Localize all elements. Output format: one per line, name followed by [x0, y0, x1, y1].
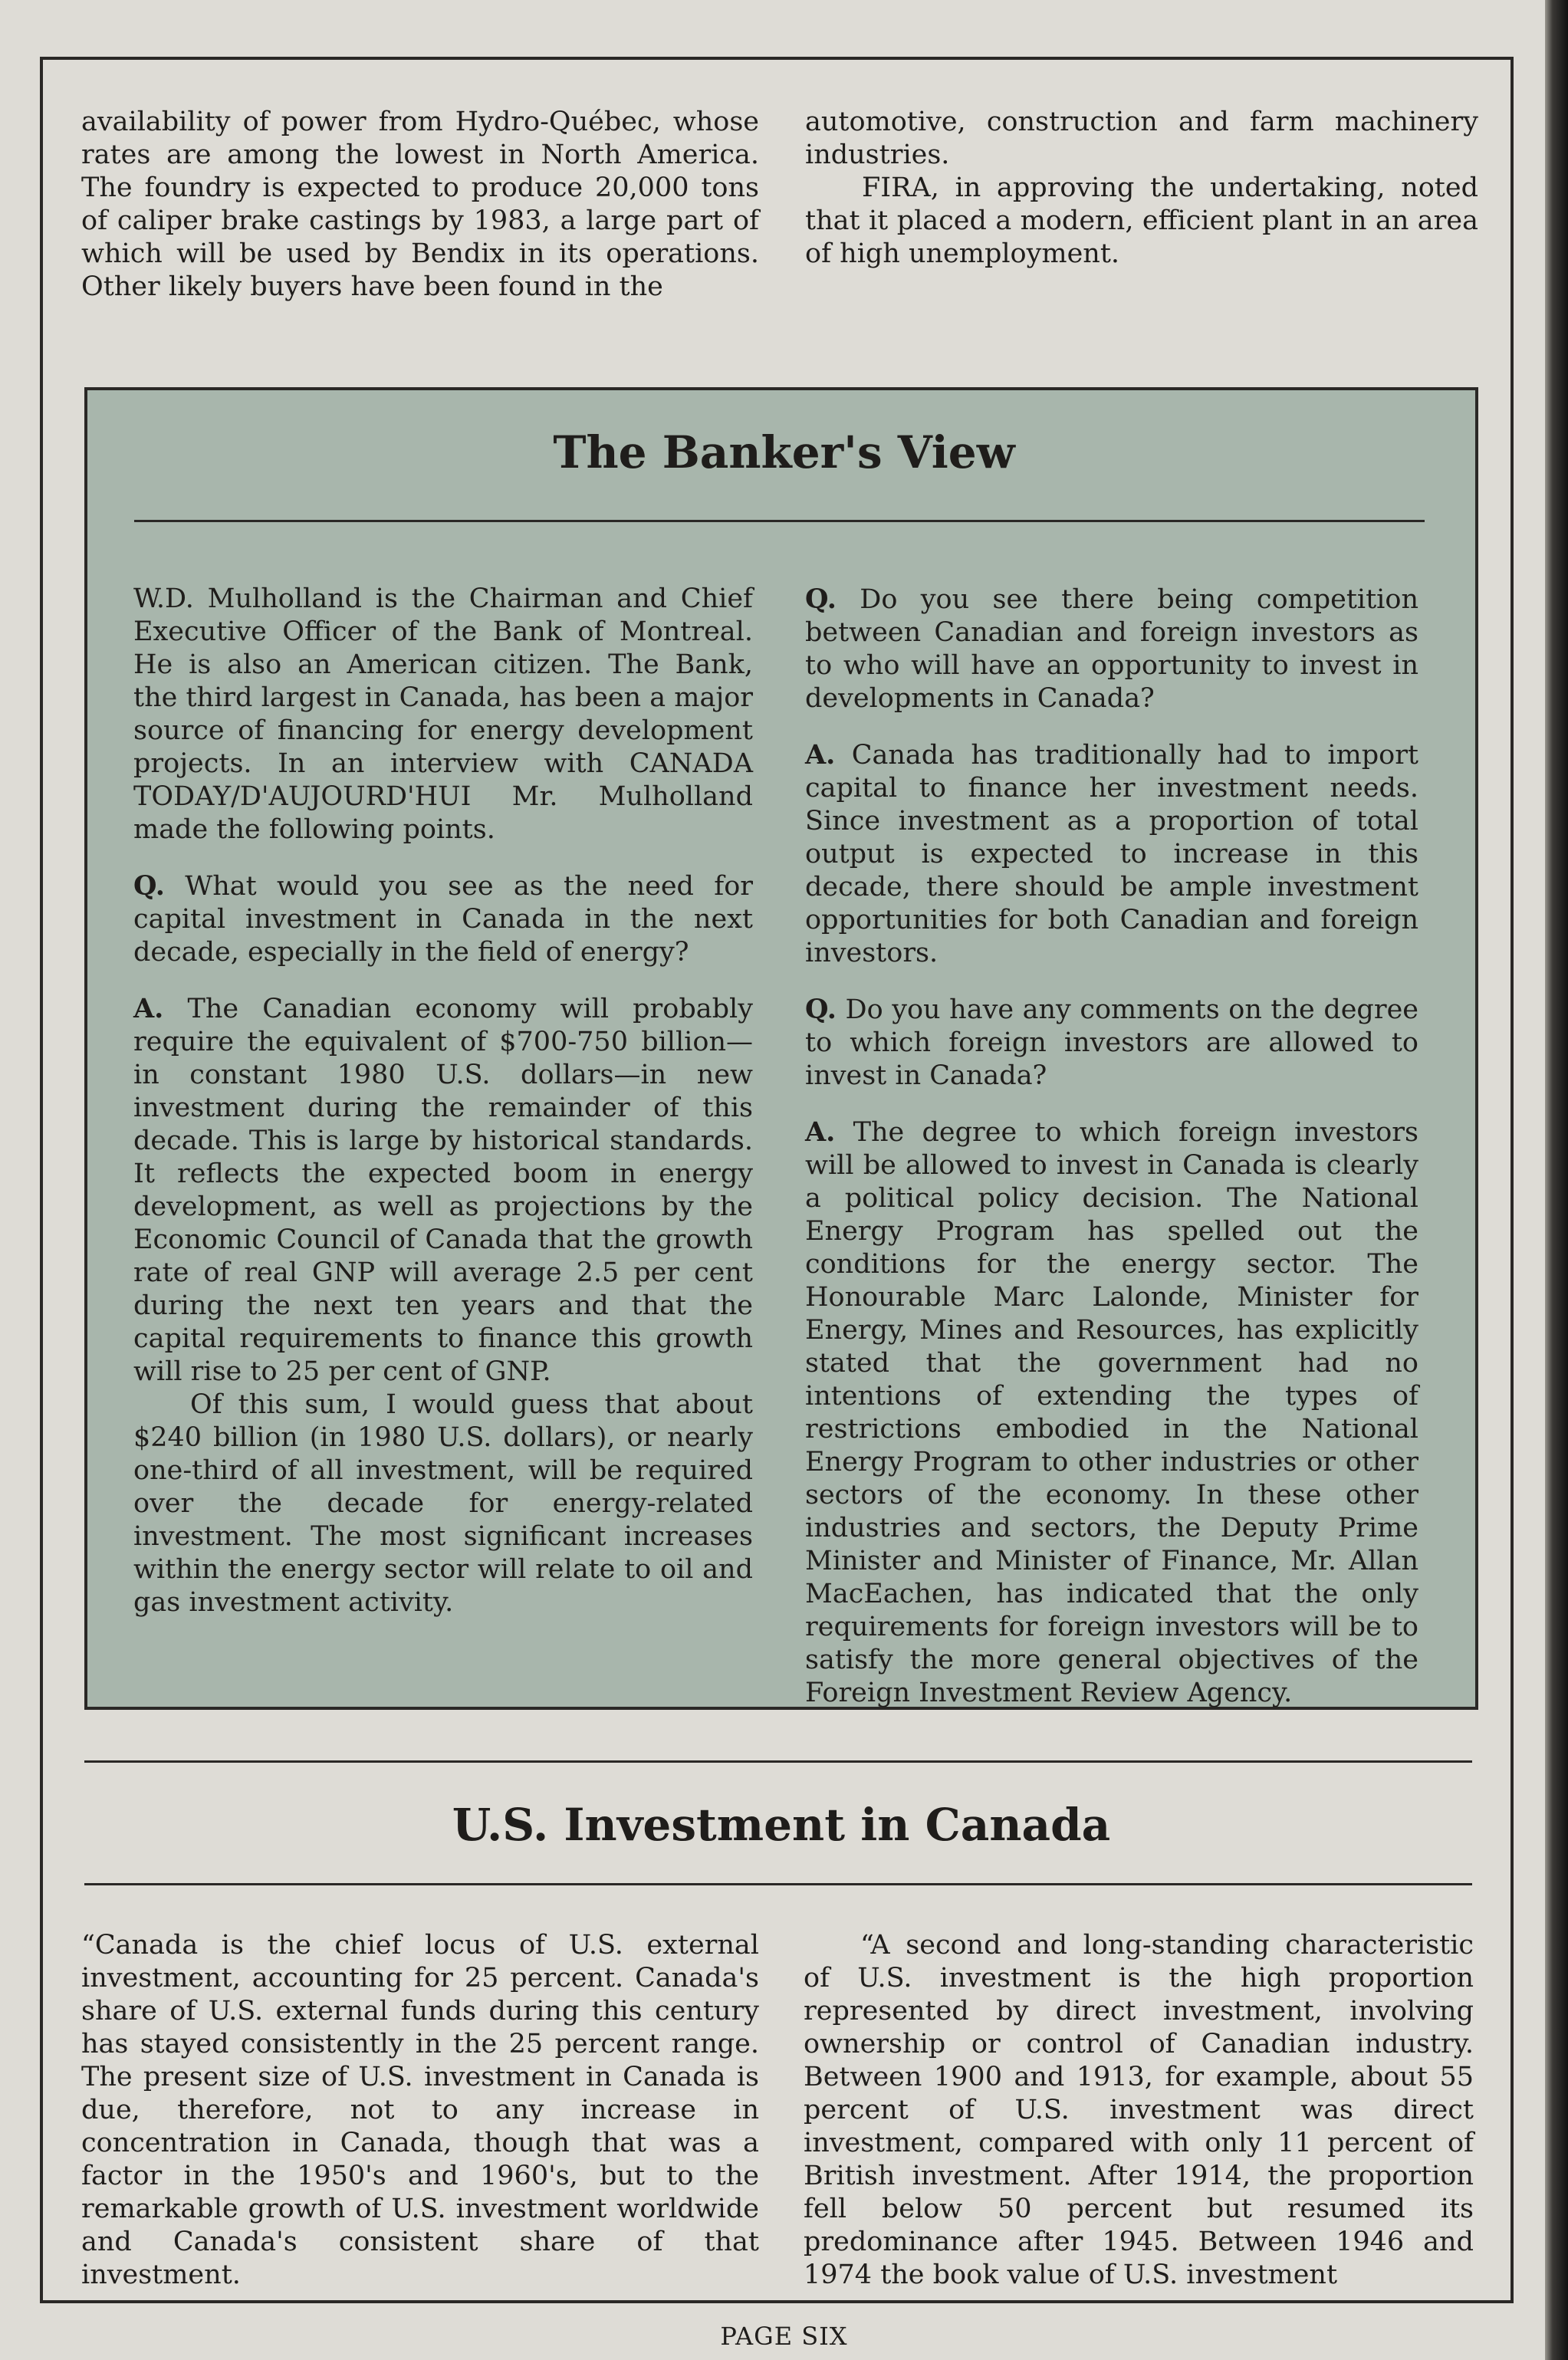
- answer-2-text: Canada has traditionally had to import capital to finance her investment needs. Since investment as a proportion of total output is expected to increase in this decade, there should be ample investment opportunities for both Canadian and foreign investors.: [805, 740, 1418, 968]
- section-rule-bottom: [84, 1883, 1472, 1885]
- a-label: A.: [805, 739, 836, 771]
- bankers-view-right-column: [805, 583, 1418, 1710]
- q-label: Q.: [805, 994, 837, 1025]
- us-investment-left-paragraph: “Canada is the chief locus of U.S. external investment, accounting for 25 percent. Canada's share of U.S. external funds during this century has stayed consistently in the 25 percent range. The present size of U.S. investment in Canada is due, therefore, not to any increase in concentration in Canada, though that was a factor in the 1950's and 1960's, but to the remarkable growth of U.S. investment worldwide and Canada's consistent share of that investment.: [81, 1930, 759, 2290]
- question-3-text: Do you have any comments on the degree to which foreign investors are allowed to invest in Canada?: [805, 994, 1418, 1091]
- us-investment-left-column: [81, 1929, 759, 2292]
- top-right-paragraph-2: FIRA, in approving the undertaking, noted that it placed a modern, efficient plant in an area of high unemployment.: [805, 173, 1478, 269]
- question-1-text: What would you see as the need for capital investment in Canada in the next decade, especially in the field of energy?: [133, 871, 753, 968]
- bankers-view-rule: [134, 520, 1425, 522]
- us-investment-right-column: [804, 1929, 1474, 2292]
- question-2-text: Do you see there being competition between Canadian and foreign investors as to who will have an opportunity to invest in developments in Canada?: [805, 584, 1418, 714]
- q-label: Q.: [805, 583, 837, 615]
- answer-2: [805, 738, 1418, 970]
- top-left-column: [81, 106, 759, 304]
- a-label: A.: [133, 993, 164, 1024]
- top-right-paragraph-1: automotive, construction and farm machinery industries.: [805, 107, 1478, 170]
- q-label: Q.: [133, 870, 165, 902]
- answer-1-continued: Of this sum, I would guess that about $240 billion (in 1980 U.S. dollars), or nearly one-third of all investment, will be required over the decade for energy-related investment. The most significant increases within the energy sector will relate to oil and gas investment activity.: [133, 1389, 753, 1618]
- bankers-view-intro: W.D. Mulholland is the Chairman and Chief Executive Officer of the Bank of Montreal. He is also an American citizen. The Bank, the third largest in Canada, has been a major source of financing for energy development projects. In an interview with CANADA TODAY/D'AUJOURD'HUI Mr. Mulholland made the following points.: [133, 583, 753, 845]
- bankers-view-title: The Banker's View: [553, 426, 1015, 478]
- answer-3-text: The degree to which foreign investors will be allowed to invest in Canada is clearly a political policy decision. The National Energy Program has spelled out the conditions for the energy sector. The Honourable Marc Lalonde, Minister for Energy, Mines and Resources, has explicitly stated that the government had no intentions of extending the types of restrictions embodied in the National Energy Program to other industries or other sectors of the economy. In these other industries and sectors, the Deputy Prime Minister and Minister of Finance, Mr. Allan MacEachen, has indicated that the only requirements for foreign investors will be to satisfy the more general objectives of the Foreign Investment Review Agency.: [805, 1117, 1418, 1708]
- question-2: [805, 583, 1418, 715]
- section-rule-top: [84, 1760, 1472, 1763]
- bankers-view-left-column: [133, 583, 753, 1619]
- question-3: [805, 993, 1418, 1093]
- answer-1-text: The Canadian economy will probably require the equivalent of $700-750 billion—in constant 1980 U.S. dollars—in new investment during the remainder of this decade. This is large by historical standards. It reflects the expected boom in energy development, as well as projections by the Economic Council of Canada that the growth rate of real GNP will average 2.5 per cent during the next ten years and that the capital requirements to finance this growth will rise to 25 per cent of GNP.: [133, 994, 753, 1387]
- us-investment-title: U.S. Investment in Canada: [452, 1799, 1111, 1851]
- question-1: [133, 869, 753, 969]
- book-spine-shadow: [1545, 0, 1568, 2360]
- page-number: PAGE SIX: [720, 2322, 848, 2351]
- top-left-paragraph: availability of power from Hydro-Québec, whose rates are among the lowest in North America. The foundry is expected to produce 20,000 tons of caliper brake castings by 1983, a large part of which will be used by Bendix in its operations. Other likely buyers have been found in the: [81, 107, 759, 302]
- answer-1: [133, 992, 753, 1389]
- answer-3: [805, 1116, 1418, 1710]
- us-investment-right-paragraph: “A second and long-standing characteristic of U.S. investment is the high proportion represented by direct investment, involving ownership or control of Canadian industry. Between 1900 and 1913, for example, about 55 percent of U.S. investment was direct investment, compared with only 11 percent of British investment. After 1914, the proportion fell below 50 percent but resumed its predominance after 1945. Between 1946 and 1974 the book value of U.S. investment: [804, 1930, 1474, 2290]
- a-label: A.: [805, 1116, 836, 1148]
- top-right-column: [805, 106, 1478, 271]
